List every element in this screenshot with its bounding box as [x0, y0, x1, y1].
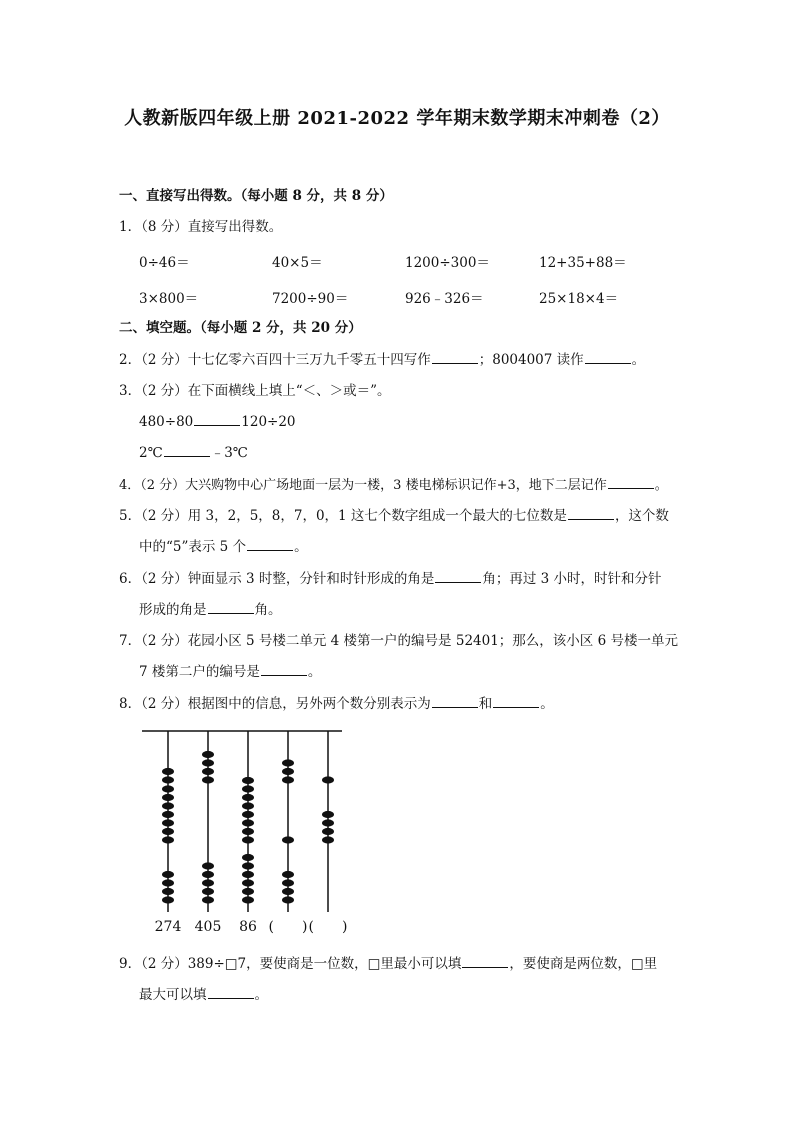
abacus-bead	[202, 879, 214, 886]
calc-item: 926﹣326＝	[405, 291, 484, 307]
abacus-bead	[242, 794, 254, 801]
question-8	[119, 694, 554, 714]
abacus-bead	[242, 879, 254, 886]
abacus-bead	[162, 768, 174, 775]
calc-item: 7200÷90＝	[272, 291, 349, 307]
abacus-bead	[162, 776, 174, 783]
abacus-bead	[242, 802, 254, 809]
question-4-end: 。	[654, 478, 668, 493]
abacus-bead	[242, 862, 254, 869]
question-2-text-b: ；8004007 读作	[478, 352, 584, 368]
abacus-bead	[162, 836, 174, 843]
exam-title: 人教新版四年级上册 2021-2022 学年期末数学期末冲刺卷（2）	[124, 108, 670, 129]
question-9-text-a: 9．（2 分）389÷□7，要使商是一位数，□里最小可以填	[119, 956, 462, 972]
abacus-label: 405	[194, 919, 222, 935]
abacus-bead	[242, 819, 254, 826]
answer-blank[interactable]	[462, 954, 508, 968]
answer-blank[interactable]	[261, 662, 307, 676]
abacus-label: ( )	[268, 919, 308, 935]
question-8-and: 和	[478, 696, 493, 712]
calc-item: 1200÷300＝	[405, 255, 490, 271]
abacus-bead	[282, 836, 294, 843]
answer-blank[interactable]	[208, 600, 254, 614]
abacus-bead	[242, 888, 254, 895]
abacus-bead	[322, 819, 334, 826]
question-1-stem: 1．（8 分）直接写出得数。	[119, 219, 283, 235]
section-1-heading: 一、直接写出得数。（每小题 8 分，共 8 分）	[119, 188, 393, 204]
question-6-line-2	[139, 600, 282, 620]
abacus-label: ( )	[308, 919, 348, 935]
calc-item: 12+35+88＝	[539, 255, 627, 271]
calc-item: 25×18×4＝	[539, 291, 619, 307]
question-5-text-b: ，这个数	[614, 508, 669, 524]
question-2-end: 。	[631, 352, 646, 368]
abacus-bead	[202, 862, 214, 869]
question-3-left: 2℃	[139, 445, 163, 461]
answer-blank[interactable]	[208, 985, 254, 999]
question-3-right: ﹣3℃	[210, 445, 248, 461]
section-2-heading: 二、填空题。（每小题 2 分，共 20 分）	[119, 320, 362, 336]
question-8-end: 。	[540, 696, 554, 712]
abacus-bead	[162, 802, 174, 809]
question-9-line-2	[139, 985, 268, 1005]
answer-blank[interactable]	[493, 694, 539, 708]
answer-blank[interactable]	[194, 412, 240, 426]
abacus-bead	[202, 776, 214, 783]
question-5-line-2	[139, 537, 308, 557]
question-6-text-d: 角。	[254, 602, 282, 618]
question-5-text-c: 中的“5”表示 5 个	[139, 539, 247, 555]
question-3-stem: 3．（2 分）在下面横线上填上“＜、＞或＝”。	[119, 383, 391, 399]
question-3-row-2	[139, 443, 248, 463]
abacus-bead	[162, 828, 174, 835]
abacus-label: 274	[154, 919, 182, 935]
calc-item: 0÷46＝	[139, 255, 190, 271]
abacus-bead	[162, 871, 174, 878]
question-8-text-a: 8．（2 分）根据图中的信息，另外两个数分别表示为	[119, 696, 431, 712]
abacus-bead	[202, 759, 214, 766]
question-9-end: 。	[254, 987, 268, 1003]
abacus-bead	[202, 871, 214, 878]
abacus-bead	[322, 836, 334, 843]
answer-blank[interactable]	[247, 537, 293, 551]
abacus-bead	[162, 879, 174, 886]
abacus-bead	[242, 854, 254, 861]
question-6-text-a: 6．（2 分）钟面显示 3 时整，分针和时针形成的角是	[119, 571, 435, 587]
question-9-text-b: ，要使商是两位数，□里	[509, 956, 658, 972]
question-2	[119, 350, 645, 370]
calc-item: 3×800＝	[139, 291, 199, 307]
abacus-bead	[162, 896, 174, 903]
answer-blank[interactable]	[435, 569, 481, 583]
abacus-label: 86	[239, 919, 257, 935]
question-4	[119, 475, 668, 496]
abacus-bead	[202, 751, 214, 758]
question-4-text: 4．（2 分）大兴购物中心广场地面一层为一楼，3 楼电梯标识记作+3，地下二层记作	[119, 478, 607, 493]
answer-blank[interactable]	[585, 350, 631, 364]
question-5-end: 。	[294, 539, 308, 555]
question-6-line-1	[119, 569, 662, 589]
abacus-bead	[162, 819, 174, 826]
abacus-bead	[242, 828, 254, 835]
abacus-bead	[282, 759, 294, 766]
abacus-bead	[282, 888, 294, 895]
abacus-bead	[162, 785, 174, 792]
answer-blank[interactable]	[432, 350, 478, 364]
abacus-bead	[242, 836, 254, 843]
abacus-bead	[282, 879, 294, 886]
abacus-bead	[242, 811, 254, 818]
abacus-bead	[202, 768, 214, 775]
abacus-bead	[282, 768, 294, 775]
abacus-bead	[282, 776, 294, 783]
abacus-bead	[162, 888, 174, 895]
question-3-row-1	[139, 412, 296, 432]
abacus-bead	[202, 888, 214, 895]
answer-blank[interactable]	[432, 694, 478, 708]
question-3-left: 480÷80	[139, 414, 194, 430]
abacus-bead	[282, 871, 294, 878]
question-7-line-1: 7．（2 分）花园小区 5 号楼二单元 4 楼第一户的编号是 52401；那么，该小区 6 号楼一单元	[119, 633, 678, 649]
calc-item: 40×5＝	[272, 255, 323, 271]
question-5-line-1	[119, 506, 669, 526]
question-6-text-c: 形成的角是	[139, 602, 207, 618]
abacus-bead	[322, 811, 334, 818]
question-9-line-1	[119, 954, 657, 974]
abacus-bead	[202, 896, 214, 903]
abacus-figure	[130, 722, 370, 937]
answer-blank[interactable]	[608, 475, 654, 489]
abacus-bead	[242, 871, 254, 878]
question-3-right: 120÷20	[241, 414, 296, 430]
abacus-bead	[242, 896, 254, 903]
abacus-bead	[322, 776, 334, 783]
question-7-end: 。	[307, 664, 322, 680]
question-7-line-2	[139, 662, 321, 682]
abacus-bead	[242, 777, 254, 784]
answer-blank[interactable]	[568, 506, 614, 520]
question-9-text-c: 最大可以填	[139, 987, 207, 1003]
question-7-text-b: 7 楼第二户的编号是	[139, 664, 260, 680]
abacus-bead	[322, 828, 334, 835]
abacus-bead	[242, 785, 254, 792]
answer-blank[interactable]	[164, 443, 210, 457]
abacus-bead	[162, 794, 174, 801]
question-2-text-a: 2．（2 分）十七亿零六百四十三万九千零五十四写作	[119, 352, 431, 368]
abacus-bead	[282, 896, 294, 903]
question-5-text-a: 5．（2 分）用 3，2，5，8，7，0，1 这七个数字组成一个最大的七位数是	[119, 508, 567, 524]
question-6-text-b: 角；再过 3 小时，时针和分针	[482, 571, 662, 587]
abacus-bead	[162, 811, 174, 818]
